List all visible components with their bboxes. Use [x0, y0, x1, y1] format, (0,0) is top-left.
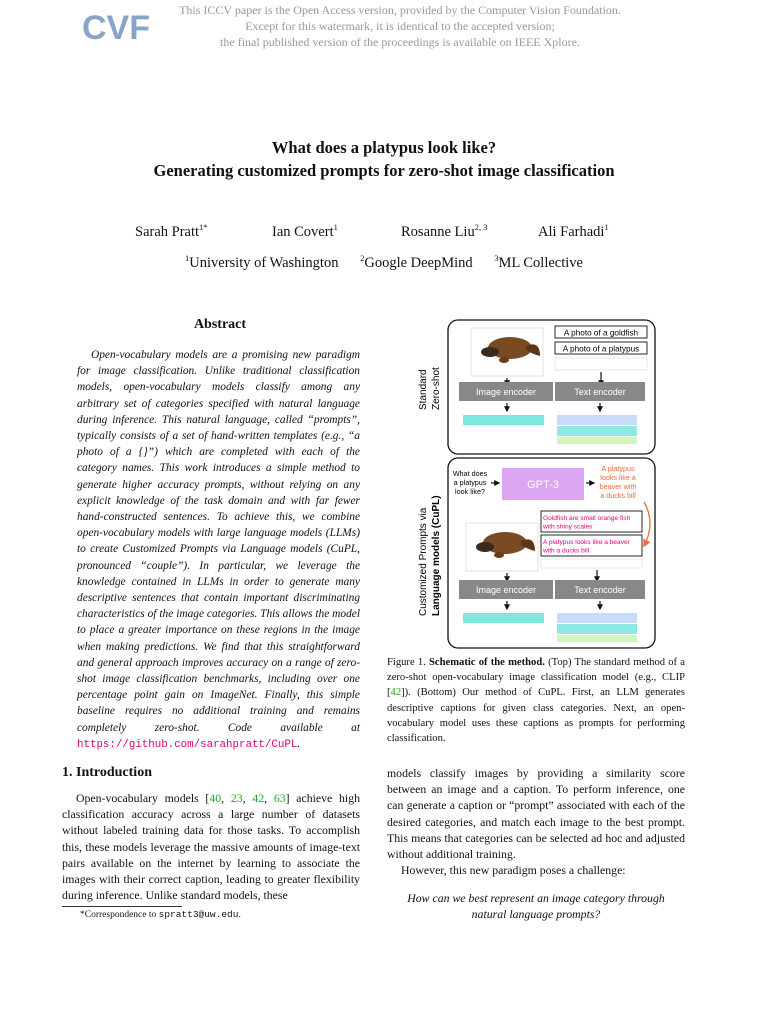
gpt-output-text: looks like a [600, 473, 636, 482]
caption-text: (Top) The standard method of a zero-shot open-vocabulary image classification model (e.g., CLIP [ [387, 657, 685, 699]
code-link[interactable]: https://github.com/sarahpratt/CuPL [77, 738, 298, 751]
question-text: What does [452, 469, 488, 478]
footnote [80, 909, 241, 920]
prompt-text: A photo of a goldfish [563, 328, 639, 338]
author-sup: 2, 3 [474, 222, 488, 232]
intro-paragraph: However, this new paradigm poses a challenge: [401, 863, 626, 878]
cupl-prompt-text: with a ducks bill [543, 547, 590, 555]
footnote-email[interactable]: spratt3@uw.edu [158, 909, 239, 920]
text-encoder-label: Text encoder [574, 387, 626, 397]
title-line-2: Generating customized prompts for zero-shot image classification [153, 161, 615, 180]
gpt-output-text: A platypus [601, 464, 635, 473]
author [135, 222, 208, 241]
paper-title [40, 136, 728, 182]
affiliation-name: University of Washington [189, 254, 339, 271]
method-figure [408, 318, 658, 650]
text-encoder-label: Text encoder [574, 585, 626, 595]
cupl-prompt-box-faded [541, 559, 642, 568]
prompt-text: A photo of a platypus [562, 344, 640, 354]
image-feature-bar [463, 613, 544, 623]
image-feature-bar [463, 415, 544, 425]
citation-link[interactable]: 40 [209, 791, 222, 805]
affiliation [185, 255, 338, 271]
citation-link[interactable]: 42 [252, 791, 265, 805]
top-panel-label: Standard [418, 369, 429, 410]
footnote-label: *Correspondence to [80, 910, 157, 920]
affiliation [360, 255, 473, 271]
feedback-arrow [644, 502, 650, 546]
intro-text: ] achieve high classification accuracy across a large number of datasets without labeled training data for those tasks. To accomplish this, these models leverage the massive amounts of image-text pairs available on the internet by learning to associate the images with their correct caption, leading to greater flexibility during inference. Unlike standard models, these [62, 791, 360, 903]
text-feature-bar [557, 635, 637, 642]
caption-text: ]). (Bottom) Our method of CuPL. First, an LLM generates descriptive captions for given class categories. Next, an open-vocabulary model uses these captions as prompts for performing classification. [387, 687, 685, 745]
intro-text: Open-vocabulary models [ [76, 791, 210, 805]
platypus-image [471, 328, 543, 376]
citation-link[interactable]: 23 [230, 791, 243, 805]
intro-paragraph: Open-vocabulary models [40, 23, 42, 63] achieve high classification accuracy across a large number of datasets without labeled training data for those tasks. To accomplish this, these models leverage the massive amounts of image-text pairs available on the internet by learning to associate the images with their correct caption, leading to greater flexibility during inference. Unlike standard models, these [62, 791, 360, 903]
title-line-1: What does a platypus look like? [271, 138, 497, 157]
cupl-prompt-text: Goldfish are small orange fish [543, 515, 631, 522]
gpt3-label: GPT-3 [527, 479, 559, 491]
text-feature-bar [557, 437, 637, 444]
affiliation-sup: 2 [360, 253, 365, 263]
affiliation [494, 255, 583, 271]
cvf-logo-text: CVF [82, 9, 150, 47]
text-feature-bar [557, 624, 637, 634]
image-encoder-label: Image encoder [475, 387, 537, 397]
affiliation-name: Google DeepMind [364, 254, 473, 271]
watermark [150, 2, 650, 50]
intro-right-column [387, 765, 685, 878]
author-sup: 1 [333, 222, 338, 232]
author [272, 222, 338, 241]
figure-caption [387, 655, 685, 746]
question-line: How can we best represent an image category through [407, 891, 665, 905]
affiliation-sup: 3 [494, 253, 499, 263]
author-sup: 1* [199, 222, 208, 232]
caption-bold: Schematic of the method. [429, 657, 545, 668]
text-feature-bar [557, 426, 637, 436]
author-sup: 1 [604, 222, 609, 232]
gpt-output-text: a ducks bill [600, 491, 636, 500]
cupl-prompt-text: with shiny scales [543, 523, 593, 531]
intro-paragraph: models classify images by providing a similarity score between an image and a caption. To perform inference, one can generate a caption or “prompt” associated with each of the desired categories, and match each image to the best prompt. This means that categories can be selected ad hoc and adjusted without additional training. [387, 766, 685, 862]
top-panel-label: Zero-shot [431, 367, 442, 410]
abstract-end: . [297, 737, 301, 750]
watermark-line: the final published version of the proceedings is available on IEEE Xplore. [220, 35, 580, 49]
question-text: a platypus [453, 478, 487, 487]
cupl-prompt-text: A platypus looks like a beaver [543, 539, 630, 546]
section-heading: 1. Introduction [62, 765, 152, 780]
citation-link[interactable]: 42 [390, 687, 402, 699]
author-name: Ali Farhadi [538, 223, 605, 240]
abstract-body [77, 347, 360, 753]
author-name: Ian Covert [272, 223, 334, 240]
image-encoder-label: Image encoder [475, 585, 537, 595]
prompt-box-faded [555, 358, 647, 370]
affiliation-sup: 1 [185, 253, 190, 263]
cvf-logo [80, 4, 150, 47]
abstract-text: Open-vocabulary models are a promising new paradigm for image classification. Unlike traditional classification models, open-vocabulary models classify among any arbitrary set of categories specified with natural language during inference. This natural language, called “prompts”, typically consists of a set of hand-written templates (e.g., “a photo of a {}”) which are completed with each of the category names. This work introduces a simple method to generate higher accuracy prompts, without relying on any explicit knowledge of the task domain and with far fewer hand-constructed sentences. To achieve this, we combine open-vocabulary models with large language models (LLMs) to create Customized Prompts via Language models (CuPL, pronounced “couple”). In particular, we leverage the knowledge contained in LLMs in order to generate many descriptive sentences that contain important discriminating characteristics of the image categories. This allows the model to place a greater importance on these regions in the image when making predictions. We find that this straightforward and general approach improves accuracy on a range of zero-shot image classification benchmarks, including over one percentage point gain on ImageNet. Finally, this simple baseline requires no additional training and remains completely zero-shot. Code available at [77, 349, 360, 734]
question-line: natural language prompts? [471, 907, 601, 921]
bottom-panel-label: Language models (CuPL) [431, 495, 442, 616]
caption-label: Figure 1. [387, 657, 426, 668]
watermark-line: This ICCV paper is the Open Access version, provided by the Computer Vision Foundation. [179, 3, 621, 17]
footnote-rule [62, 906, 182, 907]
author-name: Sarah Pratt [135, 223, 200, 240]
platypus-image [466, 523, 538, 571]
abstract-heading: Abstract [193, 317, 247, 332]
text-feature-bar [557, 415, 637, 425]
text-feature-bar [557, 613, 637, 623]
watermark-line: Except for this watermark, it is identical to the accepted version; [245, 19, 555, 33]
affiliation-name: ML Collective [498, 254, 583, 271]
footnote-end: . [238, 910, 241, 920]
author [538, 222, 609, 241]
question-text: look like? [455, 487, 485, 496]
research-question [387, 890, 685, 922]
citation-link[interactable]: 63 [273, 791, 286, 805]
author-name: Rosanne Liu [401, 223, 475, 240]
gpt-output-text: beaver with [599, 482, 637, 491]
bottom-panel-label: Customized Prompts via [418, 507, 429, 616]
author [401, 222, 487, 241]
affiliations [40, 253, 728, 272]
